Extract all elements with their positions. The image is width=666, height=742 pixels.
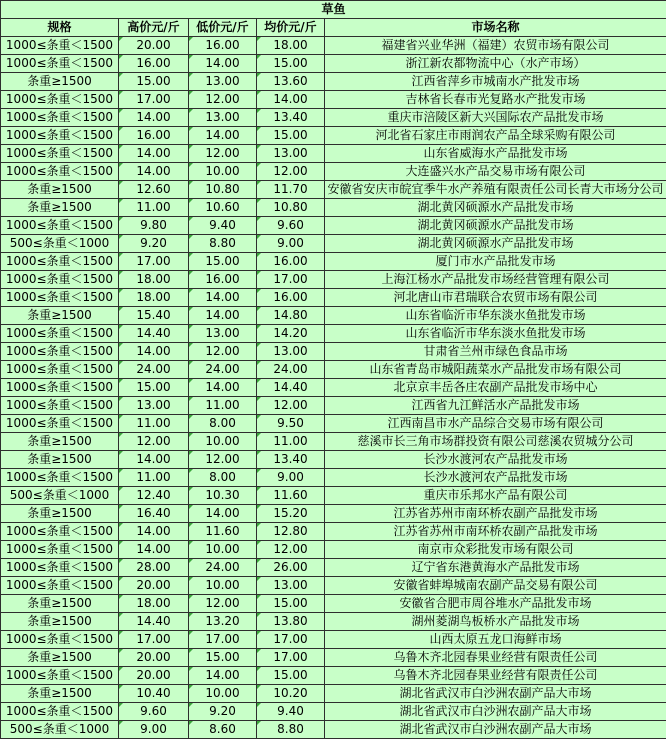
- cell-low-price[interactable]: 12.00: [189, 595, 257, 613]
- cell-spec[interactable]: 1000≤条重＜1500: [1, 703, 119, 721]
- table-row: [1, 415, 666, 433]
- cell-avg-price[interactable]: 13.00: [257, 145, 325, 163]
- cell-market-name[interactable]: 慈溪市长三角市场群投资有限公司慈溪农贸城分公司: [325, 433, 666, 451]
- table-row: [1, 631, 666, 649]
- cell-spec[interactable]: 1000≤条重＜1500: [1, 127, 119, 145]
- cell-avg-price[interactable]: 13.00: [257, 577, 325, 595]
- header-low-price[interactable]: 低价元/斤: [189, 19, 257, 37]
- cell-avg-price[interactable]: 14.40: [257, 379, 325, 397]
- cell-low-price[interactable]: 14.00: [189, 127, 257, 145]
- header-avg-price[interactable]: 均价元/斤: [257, 19, 325, 37]
- cell-high-price[interactable]: 12.00: [119, 433, 189, 451]
- table-title: 草鱼: [1, 1, 666, 19]
- cell-spec[interactable]: 1000≤条重＜1500: [1, 361, 119, 379]
- table-row: [1, 721, 666, 739]
- cell-market-name[interactable]: 浙江新农都物流中心（水产市场）: [325, 55, 666, 73]
- header-spec[interactable]: 规格: [1, 19, 119, 37]
- cell-high-price[interactable]: 17.00: [119, 631, 189, 649]
- cell-market-name[interactable]: 安徽省安庆市皖宜季牛水产养殖有限责任公司长青大市场分公司: [325, 181, 666, 199]
- table-row: [1, 91, 666, 109]
- cell-high-price[interactable]: 12.60: [119, 181, 189, 199]
- cell-market-name[interactable]: 长沙水渡河农产品批发市场: [325, 451, 666, 469]
- cell-spec[interactable]: 条重≥1500: [1, 433, 119, 451]
- cell-market-name[interactable]: 辽宁省东港黄海水产品批发市场: [325, 559, 666, 577]
- cell-high-price[interactable]: 16.00: [119, 55, 189, 73]
- cell-avg-price[interactable]: 12.00: [257, 163, 325, 181]
- cell-spec[interactable]: 1000≤条重＜1500: [1, 667, 119, 685]
- cell-market-name[interactable]: 湖北黄冈硕源水产品批发市场: [325, 199, 666, 217]
- cell-low-price[interactable]: 10.00: [189, 541, 257, 559]
- table-row: [1, 379, 666, 397]
- cell-high-price[interactable]: 14.40: [119, 613, 189, 631]
- cell-avg-price[interactable]: 17.00: [257, 631, 325, 649]
- table-row: [1, 469, 666, 487]
- cell-spec[interactable]: 条重≥1500: [1, 685, 119, 703]
- table-row: [1, 451, 666, 469]
- table-body: [1, 37, 666, 739]
- cell-high-price[interactable]: 15.00: [119, 379, 189, 397]
- table-row: [1, 559, 666, 577]
- cell-low-price[interactable]: 12.00: [189, 343, 257, 361]
- cell-low-price[interactable]: 12.00: [189, 451, 257, 469]
- table-row: [1, 487, 666, 505]
- cell-low-price[interactable]: 12.00: [189, 145, 257, 163]
- cell-high-price[interactable]: 14.00: [119, 109, 189, 127]
- cell-avg-price[interactable]: 14.20: [257, 325, 325, 343]
- cell-low-price[interactable]: 13.00: [189, 325, 257, 343]
- cell-low-price[interactable]: 9.40: [189, 217, 257, 235]
- cell-avg-price[interactable]: 9.40: [257, 703, 325, 721]
- cell-avg-price[interactable]: 9.00: [257, 469, 325, 487]
- cell-low-price[interactable]: 8.00: [189, 469, 257, 487]
- cell-high-price[interactable]: 18.00: [119, 289, 189, 307]
- cell-high-price[interactable]: 14.00: [119, 523, 189, 541]
- cell-market-name[interactable]: 福建省兴业华洲（福建）农贸市场有限公司: [325, 37, 666, 55]
- cell-market-name[interactable]: 湖北黄冈硕源水产品批发市场: [325, 235, 666, 253]
- table-row: [1, 685, 666, 703]
- cell-market-name[interactable]: 江西省萍乡市城南水产批发市场: [325, 73, 666, 91]
- cell-avg-price[interactable]: 11.60: [257, 487, 325, 505]
- cell-high-price[interactable]: 16.40: [119, 505, 189, 523]
- table-row: [1, 163, 666, 181]
- table-row: [1, 181, 666, 199]
- cell-market-name[interactable]: 厦门市水产品批发市场: [325, 253, 666, 271]
- cell-low-price[interactable]: 13.00: [189, 73, 257, 91]
- cell-spec[interactable]: 条重≥1500: [1, 613, 119, 631]
- cell-market-name[interactable]: 湖北省武汉市白沙洲农副产品大市场: [325, 685, 666, 703]
- cell-spec[interactable]: 1000≤条重＜1500: [1, 343, 119, 361]
- cell-high-price[interactable]: 11.00: [119, 199, 189, 217]
- cell-avg-price[interactable]: 11.70: [257, 181, 325, 199]
- cell-spec[interactable]: 条重≥1500: [1, 73, 119, 91]
- cell-spec[interactable]: 1000≤条重＜1500: [1, 253, 119, 271]
- cell-market-name[interactable]: 江西省九江鲜活水产品批发市场: [325, 397, 666, 415]
- cell-spec[interactable]: 1000≤条重＜1500: [1, 271, 119, 289]
- cell-low-price[interactable]: 8.80: [189, 235, 257, 253]
- table-row: [1, 667, 666, 685]
- table-row: [1, 361, 666, 379]
- cell-spec[interactable]: 500≤条重＜1000: [1, 487, 119, 505]
- cell-market-name[interactable]: 山东省青岛市城阳蔬菜水产品批发市场有限公司: [325, 361, 666, 379]
- cell-market-name[interactable]: 河北省石家庄市雨润农产品全球采购有限公司: [325, 127, 666, 145]
- cell-high-price[interactable]: 24.00: [119, 361, 189, 379]
- cell-low-price[interactable]: 13.20: [189, 613, 257, 631]
- cell-low-price[interactable]: 8.00: [189, 415, 257, 433]
- table-row: [1, 289, 666, 307]
- cell-market-name[interactable]: 长沙水渡河农产品批发市场: [325, 469, 666, 487]
- cell-avg-price[interactable]: 10.80: [257, 199, 325, 217]
- table-row: [1, 109, 666, 127]
- table-row: [1, 523, 666, 541]
- cell-low-price[interactable]: 11.00: [189, 397, 257, 415]
- cell-avg-price[interactable]: 14.80: [257, 307, 325, 325]
- cell-low-price[interactable]: 14.00: [189, 667, 257, 685]
- table-row: [1, 55, 666, 73]
- cell-spec[interactable]: 500≤条重＜1000: [1, 721, 119, 739]
- title-row: [1, 1, 666, 19]
- cell-spec[interactable]: 1000≤条重＜1500: [1, 541, 119, 559]
- cell-avg-price[interactable]: 15.00: [257, 55, 325, 73]
- cell-spec[interactable]: 1000≤条重＜1500: [1, 55, 119, 73]
- cell-spec[interactable]: 1000≤条重＜1500: [1, 325, 119, 343]
- cell-high-price[interactable]: 16.00: [119, 127, 189, 145]
- cell-avg-price[interactable]: 13.40: [257, 451, 325, 469]
- cell-low-price[interactable]: 10.00: [189, 685, 257, 703]
- table-row: [1, 235, 666, 253]
- cell-avg-price[interactable]: 11.00: [257, 433, 325, 451]
- cell-market-name[interactable]: 湖北省武汉市白沙洲农副产品大市场: [325, 703, 666, 721]
- cell-high-price[interactable]: 17.00: [119, 91, 189, 109]
- table-row: [1, 307, 666, 325]
- cell-avg-price[interactable]: 12.00: [257, 397, 325, 415]
- cell-low-price[interactable]: 11.60: [189, 523, 257, 541]
- cell-market-name[interactable]: 山东省威海水产品批发市场: [325, 145, 666, 163]
- cell-spec[interactable]: 1000≤条重＜1500: [1, 577, 119, 595]
- cell-market-name[interactable]: 山东省临沂市华东淡水鱼批发市场: [325, 325, 666, 343]
- cell-low-price[interactable]: 8.60: [189, 721, 257, 739]
- cell-low-price[interactable]: 14.00: [189, 289, 257, 307]
- cell-spec[interactable]: 1000≤条重＜1500: [1, 523, 119, 541]
- cell-market-name[interactable]: 江西南昌市水产品综合交易市场有限公司: [325, 415, 666, 433]
- cell-high-price[interactable]: 9.60: [119, 703, 189, 721]
- cell-high-price[interactable]: 17.00: [119, 253, 189, 271]
- cell-spec[interactable]: 1000≤条重＜1500: [1, 469, 119, 487]
- table-row: [1, 649, 666, 667]
- cell-market-name[interactable]: 安徽省合肥市周谷堆水产品批发市场: [325, 595, 666, 613]
- cell-spec[interactable]: 500≤条重＜1000: [1, 235, 119, 253]
- cell-low-price[interactable]: 24.00: [189, 361, 257, 379]
- table-row: [1, 397, 666, 415]
- cell-low-price[interactable]: 14.00: [189, 307, 257, 325]
- cell-high-price[interactable]: 9.00: [119, 721, 189, 739]
- cell-market-name[interactable]: 甘肃省兰州市绿色食品市场: [325, 343, 666, 361]
- cell-avg-price[interactable]: 8.80: [257, 721, 325, 739]
- cell-high-price[interactable]: 9.80: [119, 217, 189, 235]
- cell-low-price[interactable]: 10.00: [189, 163, 257, 181]
- cell-low-price[interactable]: 17.00: [189, 631, 257, 649]
- cell-avg-price[interactable]: 12.00: [257, 541, 325, 559]
- cell-avg-price[interactable]: 9.50: [257, 415, 325, 433]
- cell-market-name[interactable]: 大连盛兴水产品交易市场有限公司: [325, 163, 666, 181]
- cell-high-price[interactable]: 14.40: [119, 325, 189, 343]
- cell-market-name[interactable]: 江苏省苏州市南环桥农副产品批发市场: [325, 523, 666, 541]
- cell-avg-price[interactable]: 15.00: [257, 595, 325, 613]
- cell-avg-price[interactable]: 13.40: [257, 109, 325, 127]
- cell-spec[interactable]: 1000≤条重＜1500: [1, 559, 119, 577]
- table-row: [1, 433, 666, 451]
- cell-low-price[interactable]: 9.20: [189, 703, 257, 721]
- cell-avg-price[interactable]: 16.00: [257, 289, 325, 307]
- cell-high-price[interactable]: 11.00: [119, 415, 189, 433]
- cell-spec[interactable]: 条重≥1500: [1, 451, 119, 469]
- cell-market-name[interactable]: 河北唐山市君瑞联合农贸市场有限公司: [325, 289, 666, 307]
- cell-spec[interactable]: 1000≤条重＜1500: [1, 631, 119, 649]
- cell-avg-price[interactable]: 15.00: [257, 127, 325, 145]
- cell-low-price[interactable]: 10.60: [189, 199, 257, 217]
- cell-high-price[interactable]: 11.00: [119, 469, 189, 487]
- cell-low-price[interactable]: 10.30: [189, 487, 257, 505]
- cell-avg-price[interactable]: 10.20: [257, 685, 325, 703]
- cell-spec[interactable]: 1000≤条重＜1500: [1, 109, 119, 127]
- cell-market-name[interactable]: 湖北省武汉市白沙洲农副产品大市场: [325, 721, 666, 739]
- cell-high-price[interactable]: 20.00: [119, 649, 189, 667]
- cell-market-name[interactable]: 乌鲁木齐北园春果业经营有限责任公司: [325, 649, 666, 667]
- cell-high-price[interactable]: 20.00: [119, 577, 189, 595]
- cell-avg-price[interactable]: 13.60: [257, 73, 325, 91]
- cell-avg-price[interactable]: 17.00: [257, 649, 325, 667]
- cell-avg-price[interactable]: 26.00: [257, 559, 325, 577]
- header-row: [1, 19, 666, 37]
- cell-high-price[interactable]: 20.00: [119, 37, 189, 55]
- cell-low-price[interactable]: 14.00: [189, 379, 257, 397]
- cell-spec[interactable]: 1000≤条重＜1500: [1, 37, 119, 55]
- cell-spec[interactable]: 1000≤条重＜1500: [1, 289, 119, 307]
- table-row: [1, 343, 666, 361]
- cell-spec[interactable]: 条重≥1500: [1, 307, 119, 325]
- cell-low-price[interactable]: 10.00: [189, 577, 257, 595]
- cell-avg-price[interactable]: 13.00: [257, 343, 325, 361]
- cell-high-price[interactable]: 14.00: [119, 451, 189, 469]
- cell-avg-price[interactable]: 15.00: [257, 667, 325, 685]
- cell-spec[interactable]: 1000≤条重＜1500: [1, 91, 119, 109]
- cell-avg-price[interactable]: 12.80: [257, 523, 325, 541]
- cell-market-name[interactable]: 山西太原五龙口海鲜市场: [325, 631, 666, 649]
- cell-market-name[interactable]: 吉林省长春市光复路水产批发市场: [325, 91, 666, 109]
- cell-spec[interactable]: 条重≥1500: [1, 595, 119, 613]
- table-row: [1, 595, 666, 613]
- cell-low-price[interactable]: 16.00: [189, 37, 257, 55]
- cell-avg-price[interactable]: 14.00: [257, 91, 325, 109]
- table-row: [1, 253, 666, 271]
- cell-avg-price[interactable]: 9.00: [257, 235, 325, 253]
- cell-low-price[interactable]: 16.00: [189, 271, 257, 289]
- cell-high-price[interactable]: 14.00: [119, 541, 189, 559]
- cell-spec[interactable]: 1000≤条重＜1500: [1, 397, 119, 415]
- cell-spec[interactable]: 1000≤条重＜1500: [1, 415, 119, 433]
- cell-market-name[interactable]: 湖北黄冈硕源水产品批发市场: [325, 217, 666, 235]
- cell-market-name[interactable]: 山东省临沂市华东淡水鱼批发市场: [325, 307, 666, 325]
- cell-high-price[interactable]: 9.20: [119, 235, 189, 253]
- cell-market-name[interactable]: 上海江杨水产品批发市场经营管理有限公司: [325, 271, 666, 289]
- cell-high-price[interactable]: 28.00: [119, 559, 189, 577]
- cell-low-price[interactable]: 10.80: [189, 181, 257, 199]
- cell-high-price[interactable]: 14.00: [119, 343, 189, 361]
- cell-market-name[interactable]: 重庆市乐邦水产品有限公司: [325, 487, 666, 505]
- cell-high-price[interactable]: 14.00: [119, 163, 189, 181]
- cell-spec[interactable]: 1000≤条重＜1500: [1, 379, 119, 397]
- header-market-name[interactable]: 市场名称: [325, 19, 666, 37]
- cell-market-name[interactable]: 南京市众彩批发市场有限公司: [325, 541, 666, 559]
- cell-high-price[interactable]: 14.00: [119, 145, 189, 163]
- cell-market-name[interactable]: 北京京丰岳各庄农副产品批发市场中心: [325, 379, 666, 397]
- cell-low-price[interactable]: 13.00: [189, 109, 257, 127]
- cell-high-price[interactable]: 18.00: [119, 271, 189, 289]
- cell-high-price[interactable]: 20.00: [119, 667, 189, 685]
- cell-spec[interactable]: 条重≥1500: [1, 649, 119, 667]
- table-row: [1, 271, 666, 289]
- cell-avg-price[interactable]: 18.00: [257, 37, 325, 55]
- cell-low-price[interactable]: 15.00: [189, 649, 257, 667]
- header-high-price[interactable]: 高价元/斤: [119, 19, 189, 37]
- cell-spec[interactable]: 1000≤条重＜1500: [1, 217, 119, 235]
- table-row: [1, 505, 666, 523]
- cell-high-price[interactable]: 10.40: [119, 685, 189, 703]
- table-row: [1, 73, 666, 91]
- table-row: [1, 37, 666, 55]
- cell-spec[interactable]: 1000≤条重＜1500: [1, 145, 119, 163]
- cell-avg-price[interactable]: 13.80: [257, 613, 325, 631]
- cell-spec[interactable]: 1000≤条重＜1500: [1, 163, 119, 181]
- table-row: [1, 541, 666, 559]
- cell-avg-price[interactable]: 16.00: [257, 253, 325, 271]
- cell-high-price[interactable]: 15.00: [119, 73, 189, 91]
- cell-high-price[interactable]: 18.00: [119, 595, 189, 613]
- table-row: [1, 703, 666, 721]
- cell-market-name[interactable]: 江苏省苏州市南环桥农副产品批发市场: [325, 505, 666, 523]
- table-row: [1, 127, 666, 145]
- cell-spec[interactable]: 条重≥1500: [1, 199, 119, 217]
- cell-low-price[interactable]: 15.00: [189, 253, 257, 271]
- cell-spec[interactable]: 条重≥1500: [1, 505, 119, 523]
- cell-high-price[interactable]: 12.40: [119, 487, 189, 505]
- table-row: [1, 613, 666, 631]
- cell-avg-price[interactable]: 24.00: [257, 361, 325, 379]
- cell-low-price[interactable]: 14.00: [189, 55, 257, 73]
- cell-market-name[interactable]: 安徽省蚌埠城南农副产品交易有限公司: [325, 577, 666, 595]
- table-row: [1, 145, 666, 163]
- cell-market-name[interactable]: 重庆市涪陵区新大兴国际农产品批发市场: [325, 109, 666, 127]
- table-row: [1, 199, 666, 217]
- cell-high-price[interactable]: 13.00: [119, 397, 189, 415]
- cell-low-price[interactable]: 14.00: [189, 505, 257, 523]
- cell-avg-price[interactable]: 9.60: [257, 217, 325, 235]
- table-row: [1, 325, 666, 343]
- cell-low-price[interactable]: 12.00: [189, 91, 257, 109]
- cell-market-name[interactable]: 乌鲁木齐北园春果业经营有限责任公司: [325, 667, 666, 685]
- cell-avg-price[interactable]: 15.20: [257, 505, 325, 523]
- table-row: [1, 217, 666, 235]
- cell-market-name[interactable]: 湖州菱湖鸟板桥水产品批发市场: [325, 613, 666, 631]
- cell-spec[interactable]: 条重≥1500: [1, 181, 119, 199]
- cell-avg-price[interactable]: 17.00: [257, 271, 325, 289]
- cell-low-price[interactable]: 10.00: [189, 433, 257, 451]
- cell-high-price[interactable]: 15.40: [119, 307, 189, 325]
- cell-low-price[interactable]: 24.00: [189, 559, 257, 577]
- table-row: [1, 577, 666, 595]
